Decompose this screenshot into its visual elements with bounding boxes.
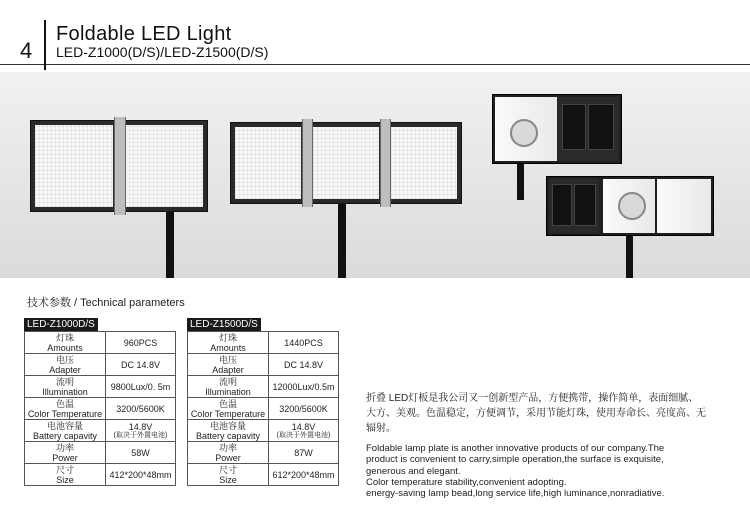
battery-plate (574, 184, 596, 226)
header-divider-line (0, 64, 750, 65)
spec-label: 灯珠 Amounts (188, 332, 269, 354)
battery-plate (562, 104, 586, 150)
panel-hinge (380, 119, 391, 207)
led-panel-center (308, 122, 384, 204)
led-panel-right (386, 122, 462, 204)
table-row (25, 332, 176, 354)
spec-value: 58W (106, 442, 176, 464)
table-row (25, 376, 176, 398)
section-title: 技术参数 / Technical parameters (27, 297, 185, 309)
page-number: 4 (20, 38, 33, 63)
table-row (25, 442, 176, 464)
table-row (188, 332, 339, 354)
page-subtitle: LED-Z1000(D/S)/LED-Z1500(D/S) (56, 44, 269, 60)
spec-table-z1500 (187, 331, 339, 486)
spec-value: 3200/5600K (269, 398, 339, 420)
description-line: energy-saving lamp bead,long service life,high luminance,nonradiative. (366, 488, 665, 500)
table-row (25, 420, 176, 442)
description-line: Foldable lamp plate is another innovative products of our company.The (366, 443, 665, 454)
spec-value: 14.8V (取决于外置电池) (106, 420, 176, 442)
table-row (188, 442, 339, 464)
description-line: Color temperature stability,convenient adopting. (366, 476, 567, 488)
spec-label: 功率 Power (188, 442, 269, 464)
description-line: product is convenient to carry,simple operation,the surface is exquisite, (366, 454, 664, 466)
spec-table-z1000 (24, 331, 176, 486)
spec-value: 9800Lux/0. 5m (106, 376, 176, 398)
spec-value: 87W (269, 442, 339, 464)
led-panel-right (120, 120, 208, 212)
spec-label: 尺寸 Size (188, 464, 269, 486)
led-panel-left (30, 120, 118, 212)
table-row (25, 464, 176, 486)
spec-label: 流明 Illumination (188, 376, 269, 398)
spec-label: 电池容量 Battery capavity (188, 420, 269, 442)
model-tag-z1000: LED-Z1000D/S (24, 318, 98, 331)
page-title: Foldable LED Light (56, 23, 232, 45)
spec-value: 612*200*48mm (269, 464, 339, 486)
mount-bracket-icon (618, 192, 646, 220)
description-line: generous and elegant. (366, 465, 461, 477)
panel-hinge (302, 119, 313, 207)
spec-value: 1440PCS (269, 332, 339, 354)
table-row (25, 398, 176, 420)
product-photo (0, 72, 750, 278)
model-tag-z1500: LED-Z1500D/S (187, 318, 261, 331)
battery-plate (552, 184, 572, 226)
battery-plate (588, 104, 614, 150)
spec-label: 色温 Color Temperature (188, 398, 269, 420)
description-chinese: 折叠 LED灯板是我公司又一创新型产品，方便携带，操作简单，表面细腻、大方、美观。色温稳定，方便调节，采用节能灯珠，使用寿命长、亮度高、无辐射。 (366, 393, 706, 434)
spec-value: DC 14.8V (106, 354, 176, 376)
table-row (188, 464, 339, 486)
light-stand-pole (338, 202, 346, 278)
spec-value: 3200/5600K (106, 398, 176, 420)
panel-hinge (114, 117, 126, 215)
spec-label: 灯珠 Amounts (25, 332, 106, 354)
spec-value: 960PCS (106, 332, 176, 354)
spec-label: 功率 Power (25, 442, 106, 464)
spec-label: 电池容量 Battery capavity (25, 420, 106, 442)
spec-label: 尺寸 Size (25, 464, 106, 486)
table-row (188, 398, 339, 420)
table-row (188, 354, 339, 376)
spec-value: 412*200*48mm (106, 464, 176, 486)
header-vertical-bar (44, 20, 46, 70)
spec-value: 14.8V (取决于外置电池) (269, 420, 339, 442)
description-english (366, 443, 716, 499)
light-stand-pole (166, 210, 174, 278)
led-panel-left (230, 122, 306, 204)
spec-label: 电压 Adapter (25, 354, 106, 376)
table-row (25, 354, 176, 376)
spec-value: 12000Lux/0.5m (269, 376, 339, 398)
spec-label: 色温 Color Temperature (25, 398, 106, 420)
spec-value: DC 14.8V (269, 354, 339, 376)
table-row (188, 376, 339, 398)
table-row (188, 420, 339, 442)
spec-label: 流明 Illumination (25, 376, 106, 398)
spec-label: 电压 Adapter (188, 354, 269, 376)
mount-bracket-icon (510, 119, 538, 147)
